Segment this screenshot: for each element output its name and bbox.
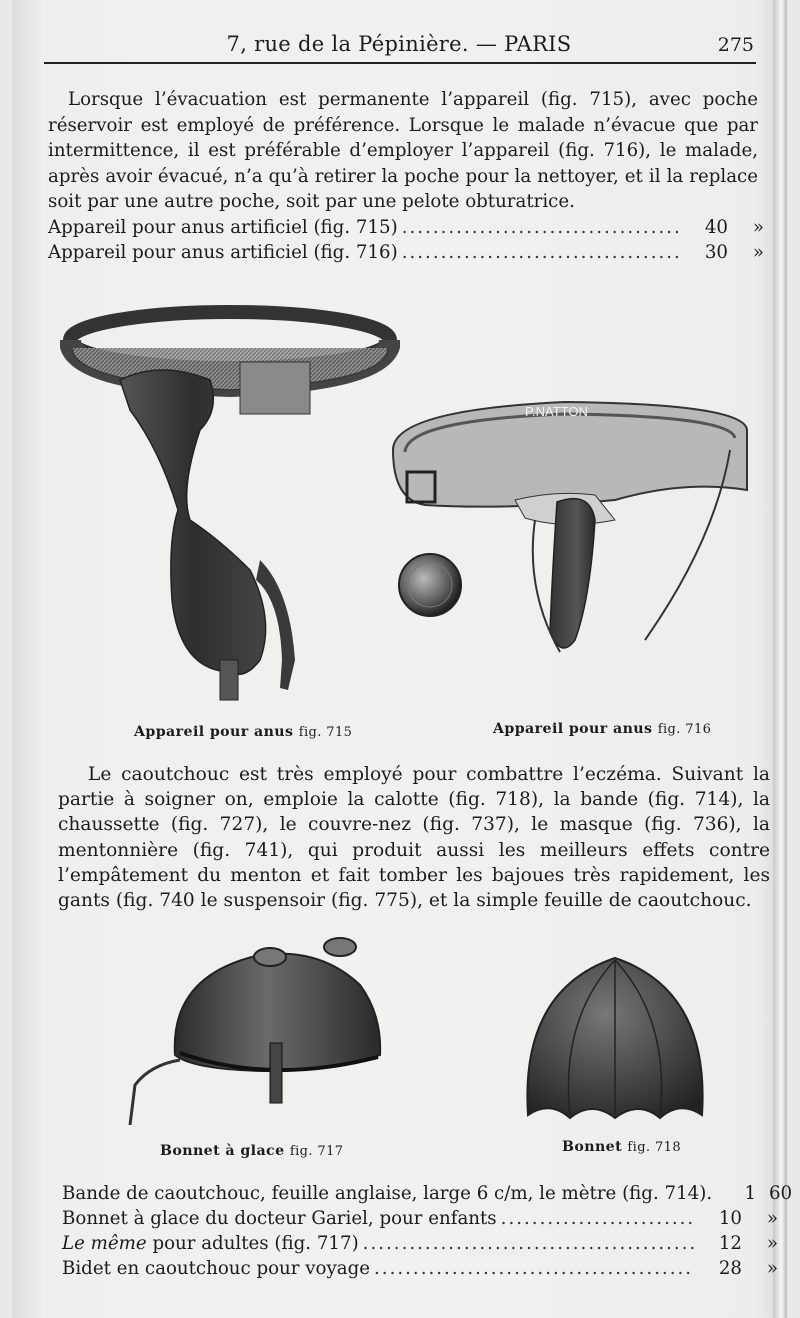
caption-text: Appareil pour anus xyxy=(134,724,294,740)
running-header xyxy=(44,32,754,62)
caption-fignum: fig. 715 xyxy=(298,725,353,740)
item-cents: » xyxy=(752,217,764,238)
figure-715-caption xyxy=(134,724,352,740)
header-title: 7, rue de la Pépinière. — PARIS xyxy=(226,32,572,56)
item-label: Appareil pour anus artificiel (fig. 716) xyxy=(48,242,398,263)
caption-text: Bonnet à glace xyxy=(160,1143,285,1159)
leader-dots xyxy=(402,242,680,263)
item-label-italic: Le même xyxy=(62,1233,147,1254)
caption-fignum: fig. 716 xyxy=(657,722,712,737)
leader-dots xyxy=(501,1208,694,1229)
item-cents: 60 xyxy=(768,1183,793,1204)
caption-fignum: fig. 718 xyxy=(627,1140,681,1155)
caption-text: Appareil pour anus xyxy=(493,721,653,737)
price-list-caoutchouc xyxy=(62,1183,793,1283)
page-spine-shadow xyxy=(773,0,787,1318)
item-price: 12 xyxy=(718,1233,742,1254)
figure-716-caption xyxy=(493,721,711,737)
figure-718-illustration xyxy=(520,950,710,1130)
price-row xyxy=(62,1208,778,1233)
price-row xyxy=(62,1258,778,1283)
page-number: 275 xyxy=(717,34,754,56)
eczema-paragraph: Le caoutchouc est très employé pour combattre l’eczéma. Suivant la partie à soigner on, emploie la calotte (fig. 718), la bande (fig. 714), la chaussette (fig. 727), le couvre-nez (fig. 737), le masque (fig. 736), la mentonnière (fig. 741), qui produit aussi les meilleurs effets contre l’empâtement du menton et fait tomber les bajoues très rapidement, les gants (fig. 740 le suspensoir (fig. 775), et la simple feuille de caoutchouc. xyxy=(58,764,770,912)
item-label-rest: pour adultes (fig. 717) xyxy=(146,1233,359,1254)
item-cents: » xyxy=(766,1258,778,1279)
item-label: Bande de caoutchouc, feuille anglaise, large 6 c/m, le mètre (fig. 714). xyxy=(62,1183,713,1204)
item-price: 30 xyxy=(704,242,728,263)
leader-dots xyxy=(374,1258,694,1279)
price-row xyxy=(62,1233,778,1258)
item-cents: » xyxy=(752,242,764,263)
item-price: 10 xyxy=(718,1208,742,1229)
figure-715-illustration xyxy=(60,300,400,720)
price-row xyxy=(48,217,764,242)
item-label xyxy=(62,1233,359,1254)
belt-engraving: P.NATTON xyxy=(525,404,588,419)
figure-717-caption xyxy=(160,1143,343,1159)
caption-fignum: fig. 717 xyxy=(289,1144,344,1159)
item-label: Appareil pour anus artificiel (fig. 715) xyxy=(48,217,398,238)
item-price: 40 xyxy=(704,217,728,238)
figure-718-caption xyxy=(562,1139,681,1155)
price-row xyxy=(48,242,764,267)
leader-dots xyxy=(402,217,680,238)
figure-717-illustration xyxy=(120,935,390,1135)
item-cents: » xyxy=(766,1233,778,1254)
item-price: 28 xyxy=(718,1258,742,1279)
leader-dots xyxy=(363,1233,694,1254)
header-rule xyxy=(44,62,756,64)
intro-paragraph: Lorsque l’évacuation est permanente l’appareil (fig. 715), avec poche réservoir est employé de préférence. Lorsque le malade n’évacue que par intermittence, il est préférable d’employer l’appareil (fig. 716), le malade, après avoir évacué, n’a qu’à retirer la poche pour la nettoyer, et il la replace soit par une autre poche, soit par une pelote obturatrice. xyxy=(48,89,758,213)
item-label: Bidet en caoutchouc pour voyage xyxy=(62,1258,370,1279)
item-price: 1 xyxy=(744,1183,757,1204)
caption-text: Bonnet xyxy=(562,1139,623,1155)
price-list-appareils xyxy=(48,217,764,267)
item-label: Bonnet à glace du docteur Gariel, pour enfants xyxy=(62,1208,497,1229)
figure-716-illustration xyxy=(385,390,760,660)
item-cents: » xyxy=(766,1208,778,1229)
price-row xyxy=(62,1183,793,1208)
